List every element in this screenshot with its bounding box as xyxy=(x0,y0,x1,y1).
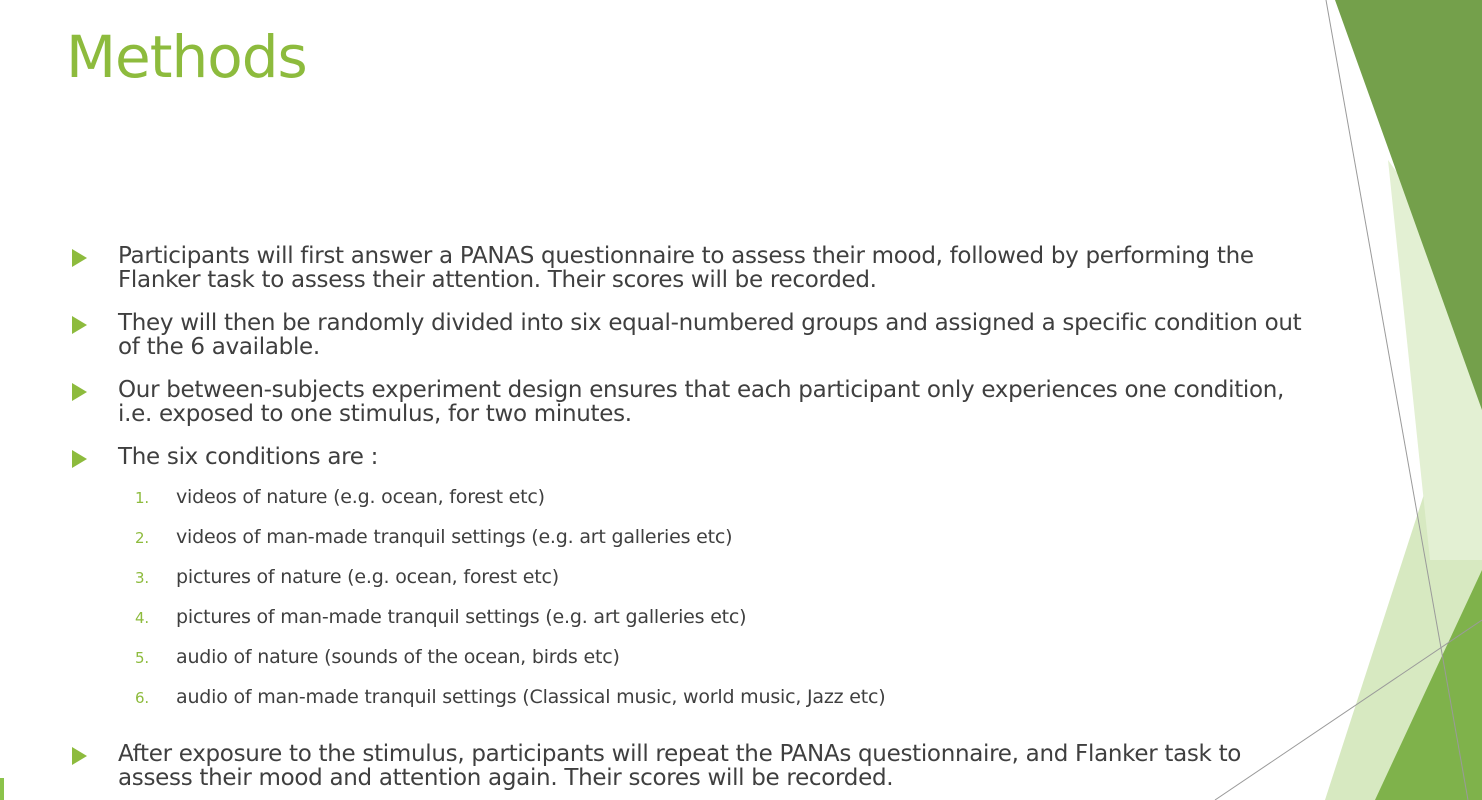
condition-text: audio of nature (sounds of the ocean, birds etc) xyxy=(176,646,620,668)
bullet-arrow-icon xyxy=(72,747,87,765)
condition-number: 1. xyxy=(135,489,149,507)
condition-item xyxy=(70,566,1310,606)
condition-text: videos of man-made tranquil settings (e.g. art galleries etc) xyxy=(176,526,733,548)
condition-text: videos of nature (e.g. ocean, forest etc) xyxy=(176,486,545,508)
condition-number: 4. xyxy=(135,609,149,627)
bullet-arrow-icon xyxy=(72,450,87,468)
bullet-arrow-icon xyxy=(72,316,87,334)
bullet-item xyxy=(70,742,1310,790)
bullet-item xyxy=(70,311,1310,359)
bullet-item xyxy=(70,244,1310,292)
conditions-list xyxy=(70,486,1310,726)
condition-text: audio of man-made tranquil settings (Classical music, world music, Jazz etc) xyxy=(176,686,886,708)
bullet-item xyxy=(70,378,1310,426)
condition-number: 6. xyxy=(135,689,149,707)
condition-item xyxy=(70,526,1310,566)
bullet-text: They will then be randomly divided into six equal-numbered groups and assigned a specific condition out of the 6 available. xyxy=(118,310,1302,360)
condition-number: 5. xyxy=(135,649,149,667)
bullet-text: The six conditions are : xyxy=(118,444,379,470)
bullet-item xyxy=(70,445,1310,469)
condition-item xyxy=(70,686,1310,726)
condition-number: 3. xyxy=(135,569,149,587)
condition-text: pictures of man-made tranquil settings (e.g. art galleries etc) xyxy=(176,606,747,628)
bullet-list xyxy=(70,244,1310,800)
condition-text: pictures of nature (e.g. ocean, forest etc) xyxy=(176,566,559,588)
left-accent-bar xyxy=(0,778,4,800)
bullet-text: After exposure to the stimulus, participants will repeat the PANAs questionnaire, and Flanker task to assess their mood and attention again. Their scores will be recorded. xyxy=(118,741,1242,791)
bullet-arrow-icon xyxy=(72,383,87,401)
condition-item xyxy=(70,646,1310,686)
bullet-text: Participants will first answer a PANAS questionnaire to assess their mood, followed by performing the Flanker task to assess their attention. Their scores will be recorded. xyxy=(118,243,1254,293)
slide-title: Methods xyxy=(66,23,307,91)
condition-item xyxy=(70,606,1310,646)
condition-number: 2. xyxy=(135,529,149,547)
condition-item xyxy=(70,486,1310,526)
bullet-text: Our between-subjects experiment design ensures that each participant only experiences one condition, i.e. exposed to one stimulus, for two minutes. xyxy=(118,377,1285,427)
bullet-arrow-icon xyxy=(72,249,87,267)
